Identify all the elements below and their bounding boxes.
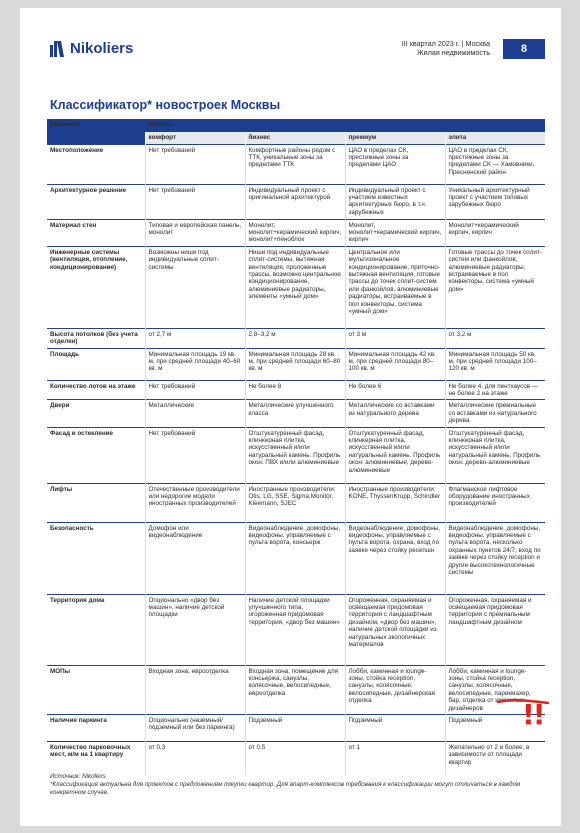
class-value-1: Видеонаблюдение, домофоны, видеофоны, управляемые с пульта ворота, консьерж	[245, 522, 345, 594]
class-value-2: Подземный	[345, 715, 445, 742]
class-value-2: Лобби, каминная и lounge-зоны, стойка reception, санузлы, колясочные, велосипедные, дизайнерская отделка	[345, 665, 445, 714]
page-title: Классификатор* новостроек Москвы	[50, 98, 281, 112]
class-value-0: Отечественные производители или недорогие модели иностранных производителей	[145, 483, 245, 522]
class-value-2: Монолит, монолит+керамический кирпич, кирпич	[345, 219, 445, 246]
criterion-label: Материал стен	[47, 219, 145, 246]
table-row	[47, 594, 545, 665]
table-row	[47, 427, 545, 483]
class-value-3: Видеонаблюдение, домофоны, видеофоны, управляемые с пульта ворота, несколько охранных пунктов 24/7, вход по заявке через стойку reception и другие высокотехнологичные системы	[445, 522, 545, 594]
brand-name: Nikoliers	[70, 40, 134, 57]
class-value-0: Возможны ниши под индивидуальные сплит-системы	[145, 246, 245, 328]
class-value-0: Типовая и европейская панель, монолит	[145, 219, 245, 246]
table-row	[47, 348, 545, 380]
class-value-0: Входная зона, евроотделка	[145, 665, 245, 714]
table-row	[47, 665, 545, 714]
table-row	[47, 742, 545, 775]
class-value-0: Домофон или видеонаблюдение	[145, 522, 245, 594]
class-value-3: Уникальный архитектурный проект с участием топовых зарубежных бюро	[445, 184, 545, 219]
class-header: комфорт	[145, 132, 245, 144]
class-value-1: Минимальная площадь 28 кв. м, при средней площади 60–80 кв. м	[245, 348, 345, 380]
page-number: 8	[503, 39, 545, 59]
class-value-3: Отштукатуренный фасад, клинкерная плитка, искусственный и/или натуральный камень. Профиль окон: дерево-алюминиевые	[445, 427, 545, 483]
class-value-1: Входная зона, помещение для консьержа, санузлы, колясочные, велосипедные, евроотделка	[245, 665, 345, 714]
class-value-3: Монолит+керамический кирпич, кирпич	[445, 219, 545, 246]
criterion-label: Территория дома	[47, 594, 145, 665]
class-value-1: Подземный	[245, 715, 345, 742]
class-value-2: Центральное или мультизональное кондиционирование, приточно-вытяжная вентиляция, готовые трассы до точек сплит-систем или фанкойлов, алюминиевые радиаторы, встраиваемые в пол конвекторы, система «умный дом»	[345, 246, 445, 328]
class-value-2: Отштукатуренный фасад, клинкерная плитка, искусственный и/или натуральный камень. Профиль окон: алюминиевые, дерево-алюминиевые	[345, 427, 445, 483]
class-header: бизнес	[245, 132, 345, 144]
table-row	[47, 144, 545, 184]
class-value-0: Нет требований	[145, 144, 245, 184]
class-value-1: Не более 8	[245, 380, 345, 400]
criterion-label: Архитектурное решение	[47, 184, 145, 219]
class-value-3: ЦАО в пределах СК, престижные зоны за пределами СК — Хамовники, Пресненский район	[445, 144, 545, 184]
criterion-label: Высота потолков (без учета отделки)	[47, 328, 145, 348]
class-value-1: Отштукатуренный фасад, клинкерная плитка, искусственный и/или натуральный камень. Профиль окон: ПВХ и/или алюминиевые	[245, 427, 345, 483]
class-value-0: Металлические	[145, 400, 245, 427]
criterion-label: Фасад и остекление	[47, 427, 145, 483]
footnote: *Классификация актуальна для проектов с предложением покупки квартир. Для апарт-комплексов требования к классификации могут отличаться в каждом конкретном случае.	[50, 780, 521, 796]
class-value-3: Не более 4, для пентхаусов — не более 2 на этаже	[445, 380, 545, 400]
class-header: премиум	[345, 132, 445, 144]
class-value-2: Видеонаблюдение, домофоны, видеофоны, управляемые с пульта ворота, охрана, вход по заявке через стойку ресепшн	[345, 522, 445, 594]
table-row	[47, 483, 545, 522]
class-value-2: от 3 м	[345, 328, 445, 348]
class-value-1: 2,8–3,2 м	[245, 328, 345, 348]
class-value-3: Огороженная, охраняемая и освещаемая придомовая территория с премиальным ландшафтным дизайном	[445, 594, 545, 665]
class-value-2: ЦАО в пределах СК, престижные зоны за пределами ЦАО	[345, 144, 445, 184]
class-value-0: Нет требований	[145, 427, 245, 483]
class-value-2: Минимальная площадь 42 кв. м, при средней площади 80–100 кв. м	[345, 348, 445, 380]
class-value-2: Огороженная, охраняемая и освещаемая придомовая территория с ландшафтным дизайном, «двор без машин», наличие детской площадки из натуральных экологичных материалов	[345, 594, 445, 665]
report-period	[350, 39, 490, 57]
class-value-3: Флагманское лифтовое оборудование иностранных производителей	[445, 483, 545, 522]
criterion-label: МОПы	[47, 665, 145, 714]
class-value-0: от 2,7 м	[145, 328, 245, 348]
class-value-3: от 3,2 м	[445, 328, 545, 348]
table-row	[47, 246, 545, 328]
criteria-header: Критерий	[47, 119, 145, 144]
class-value-1: Монолит, монолит+керамический кирпич, монолит+пеноблок	[245, 219, 345, 246]
class-value-2: Не более 6	[345, 380, 445, 400]
brand-logo-icon	[50, 41, 64, 57]
criterion-label: Наличие паркинга	[47, 715, 145, 742]
classes-header: Классы	[145, 119, 545, 132]
class-value-1: Иностранные производители: Otis, LG, SSE, Sigma,Monitor, Kleemann, SJEC	[245, 483, 345, 522]
class-value-3: Подземный	[445, 715, 545, 742]
table-row	[47, 328, 545, 348]
class-value-3: Готовые трассы до точек сплит-систем или фанкойлов, алюминиевые радиаторы, встраиваемые в пол конвекторы, система «умный дом»	[445, 246, 545, 328]
class-value-3: Желательно от 2 и более, в зависимости от площади квартир	[445, 742, 545, 775]
class-value-1: Ниши под индивидуальные сплит-системы, вытяжная вентиляция, проложенные трассы, возможно центральное кондиционирование, алюминиевые радиаторы, элементы «умный дом»	[245, 246, 345, 328]
class-value-3: Металлические премиальные со вставками из натурального дерева	[445, 400, 545, 427]
class-value-2: Индивидуальный проект с участием известных архитектурных бюро, в т.ч. зарубежных	[345, 184, 445, 219]
criterion-label: Безопасность	[47, 522, 145, 594]
criterion-label: Количество лотов на этаже	[47, 380, 145, 400]
table-row	[47, 400, 545, 427]
criterion-label: Инженерные системы (вентиляция, отопление, кондиционирование)	[47, 246, 145, 328]
criterion-label: Местоположение	[47, 144, 145, 184]
table-row	[47, 184, 545, 219]
table-row	[47, 715, 545, 742]
table-row	[47, 219, 545, 246]
class-value-0: Нет требований	[145, 380, 245, 400]
class-value-3: Лобби, каминная и lounge-зоны, стойка reception, санузлы, колясочные, велосипедные, парикмахер, бар, отделка от именитых дизайнеров	[445, 665, 545, 714]
classification-table	[47, 119, 545, 775]
report-period-line: III квартал 2023 г. | Москва	[401, 39, 490, 48]
class-value-0: от 0,3	[145, 742, 245, 775]
criterion-label: Лифты	[47, 483, 145, 522]
class-value-1: Индивидуальный проект с оригинальной архитектурой	[245, 184, 345, 219]
criterion-label: Площадь	[47, 348, 145, 380]
criterion-label: Количество парковочных мест, м/м на 1 квартиру	[47, 742, 145, 775]
class-value-0: Нет требований	[145, 184, 245, 219]
class-value-1: от 0,5	[245, 742, 345, 775]
document-page	[20, 8, 561, 826]
class-value-1: Металлические улучшенного класса	[245, 400, 345, 427]
class-value-1: Комфортные районы рядом с ТТК, уникальные зоны за пределами ТТК	[245, 144, 345, 184]
brand-logo	[50, 40, 133, 57]
class-header: элита	[445, 132, 545, 144]
class-value-1: Наличие детской площадки улучшенного типа, огороженная придомовая территория, «двор без машин»	[245, 594, 345, 665]
class-value-3: Минимальная площадь 50 кв. м, при средней площади 100–120 кв. м	[445, 348, 545, 380]
criterion-label: Двери	[47, 400, 145, 427]
report-segment-line: Жилая недвижимость	[417, 48, 490, 57]
source-note: Источник: Nikoliers	[50, 773, 106, 780]
class-value-2: Металлические со вставками из натурального дерева	[345, 400, 445, 427]
exclamation-annotation: !!	[522, 698, 544, 731]
class-value-0: Опционально (наземный/подземный или без паркинга)	[145, 715, 245, 742]
class-value-0: Опционально «двор без машин», наличие детской площадки	[145, 594, 245, 665]
class-value-0: Минимальная площадь 19 кв. м, при средней площади 40–60 кв. м	[145, 348, 245, 380]
class-value-2: Иностранные производители: KONE, ThyssenKrupp, Schindler	[345, 483, 445, 522]
table-row	[47, 522, 545, 594]
footnotes	[50, 773, 530, 796]
table-row	[47, 380, 545, 400]
class-value-2: от 1	[345, 742, 445, 775]
